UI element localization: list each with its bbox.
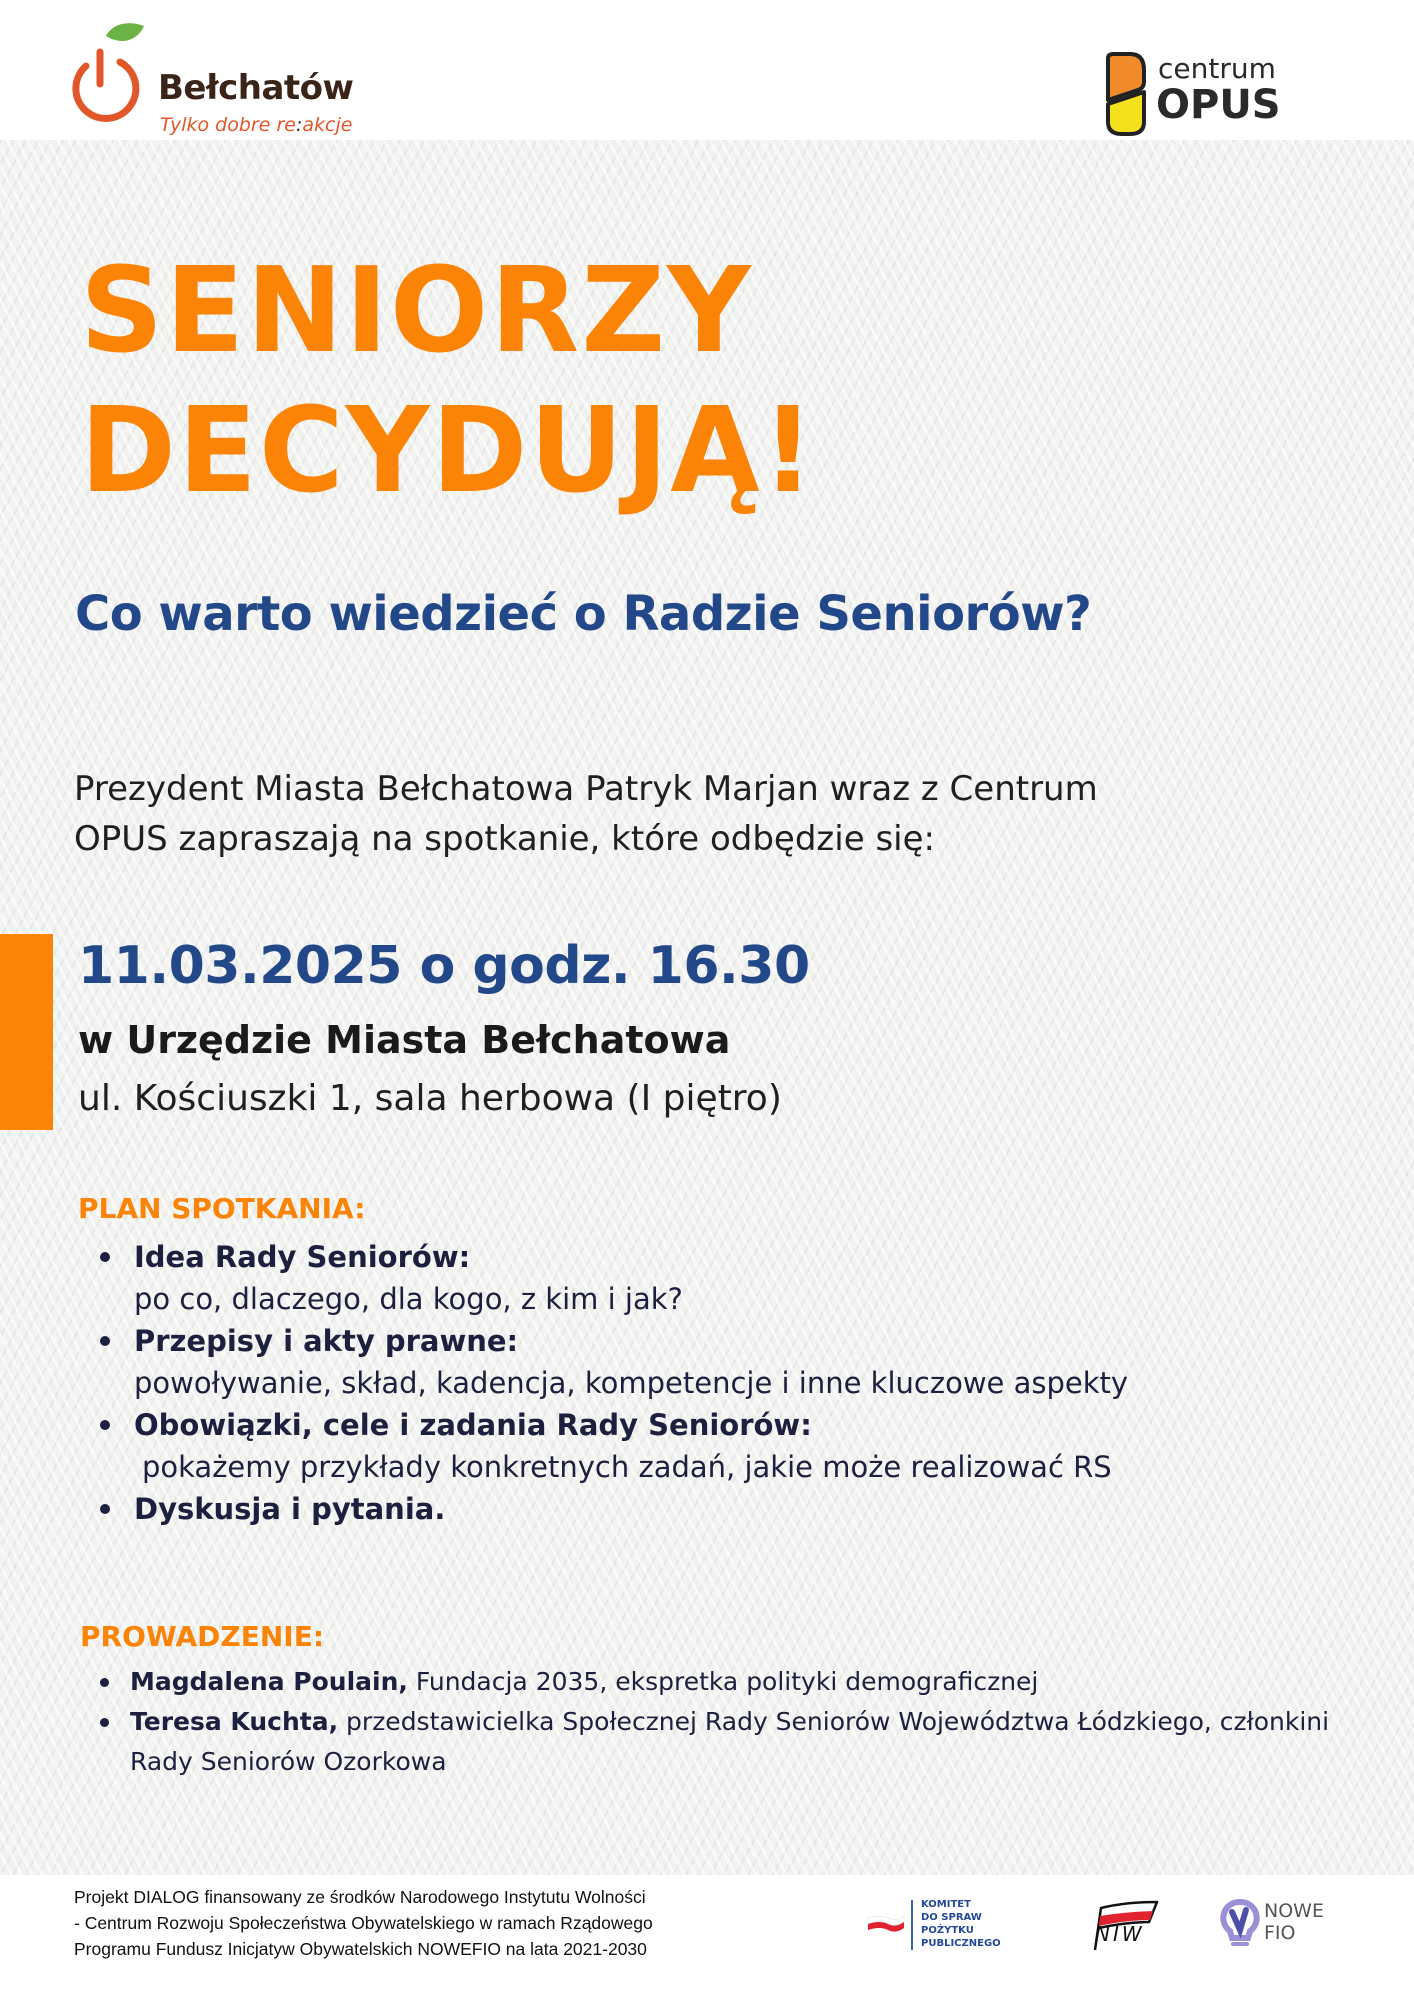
fio-text: NOWE FIO — [1264, 1900, 1324, 1944]
power-apple-icon — [62, 22, 152, 122]
plan-item: Dyskusja i pytania. — [96, 1488, 1336, 1530]
opus-shield-icon — [1104, 52, 1148, 136]
title-line-1: SENIORZY — [80, 241, 753, 379]
plan-item: Obowiązki, cele i zadania Rady Seniorów: pokażemy przykłady konkretnych zadań, jakie może realizować RS — [96, 1404, 1336, 1488]
bullet-icon — [100, 1252, 110, 1262]
nowe-fio-logo — [1220, 1898, 1340, 1954]
lightbulb-icon — [1220, 1898, 1260, 1954]
city-tagline: Tylko dobre re:akcje — [160, 114, 353, 136]
bullet-icon — [100, 1678, 109, 1687]
funding-note: Projekt DIALOG finansowany ze środków Narodowego Instytutu Wolności - Centrum Rozwoju Społeczeństwa Obywatelskiego w ramach Rządowego Programu Fundusz Inicjatyw Obywatelskich NOWEFIO na lata 2021-2030 — [74, 1887, 653, 1959]
opus-big-text: OPUS — [1156, 82, 1281, 128]
bullet-icon — [100, 1718, 109, 1727]
page-title — [80, 240, 816, 520]
leader-item: Magdalena Poulain, Fundacja 2035, ekspretka polityki demograficznej — [98, 1662, 1378, 1702]
plan-heading: PLAN SPOTKANIA: — [78, 1192, 366, 1225]
event-venue: w Urzędzie Miasta Bełchatowa — [78, 1018, 731, 1062]
polish-flag-icon — [866, 1898, 906, 1954]
plan-item: Przepisy i akty prawne: powoływanie, skład, kadencja, kompetencje i inne kluczowe aspekty — [96, 1320, 1336, 1404]
centrum-opus-logo — [1104, 52, 1304, 142]
bullet-icon — [100, 1420, 110, 1430]
subtitle: Co warto wiedzieć o Radzie Seniorów? — [75, 586, 1092, 642]
opus-small-text: centrum — [1158, 52, 1276, 85]
plan-list — [96, 1236, 1336, 1530]
plan-item: Idea Rady Seniorów: po co, dlaczego, dla kogo, z kim i jak? — [96, 1236, 1336, 1320]
city-name: Bełchatów — [158, 68, 354, 108]
title-line-2: DECYDUJĄ! — [80, 381, 817, 519]
leaders-list — [98, 1662, 1378, 1782]
leader-item: Teresa Kuchta, przedstawicielka Społecznej Rady Seniorów Województwa Łódzkiego, członkini Rady Seniorów Ozorkowa — [98, 1702, 1378, 1782]
event-address: ul. Kościuszki 1, sala herbowa (I piętro) — [78, 1078, 782, 1119]
niw-text: NIW — [1095, 1922, 1145, 1946]
divider — [911, 1900, 913, 1950]
intro-paragraph: Prezydent Miasta Bełchatowa Patryk Marjan wraz z Centrum OPUS zapraszają na spotkanie, które odbędzie się: — [74, 769, 1098, 859]
accent-bar — [0, 934, 53, 1130]
komitet-text: KOMITET DO SPRAW POŻYTKU PUBLICZNEGO — [921, 1899, 1001, 1949]
komitet-logo — [866, 1898, 1026, 1954]
belchatow-logo — [62, 22, 392, 142]
bullet-icon — [100, 1504, 110, 1514]
bullet-icon — [100, 1336, 110, 1346]
niw-logo — [1085, 1898, 1165, 1954]
event-date-time: 11.03.2025 o godz. 16.30 — [78, 936, 810, 996]
leaders-heading: PROWADZENIE: — [80, 1620, 325, 1653]
